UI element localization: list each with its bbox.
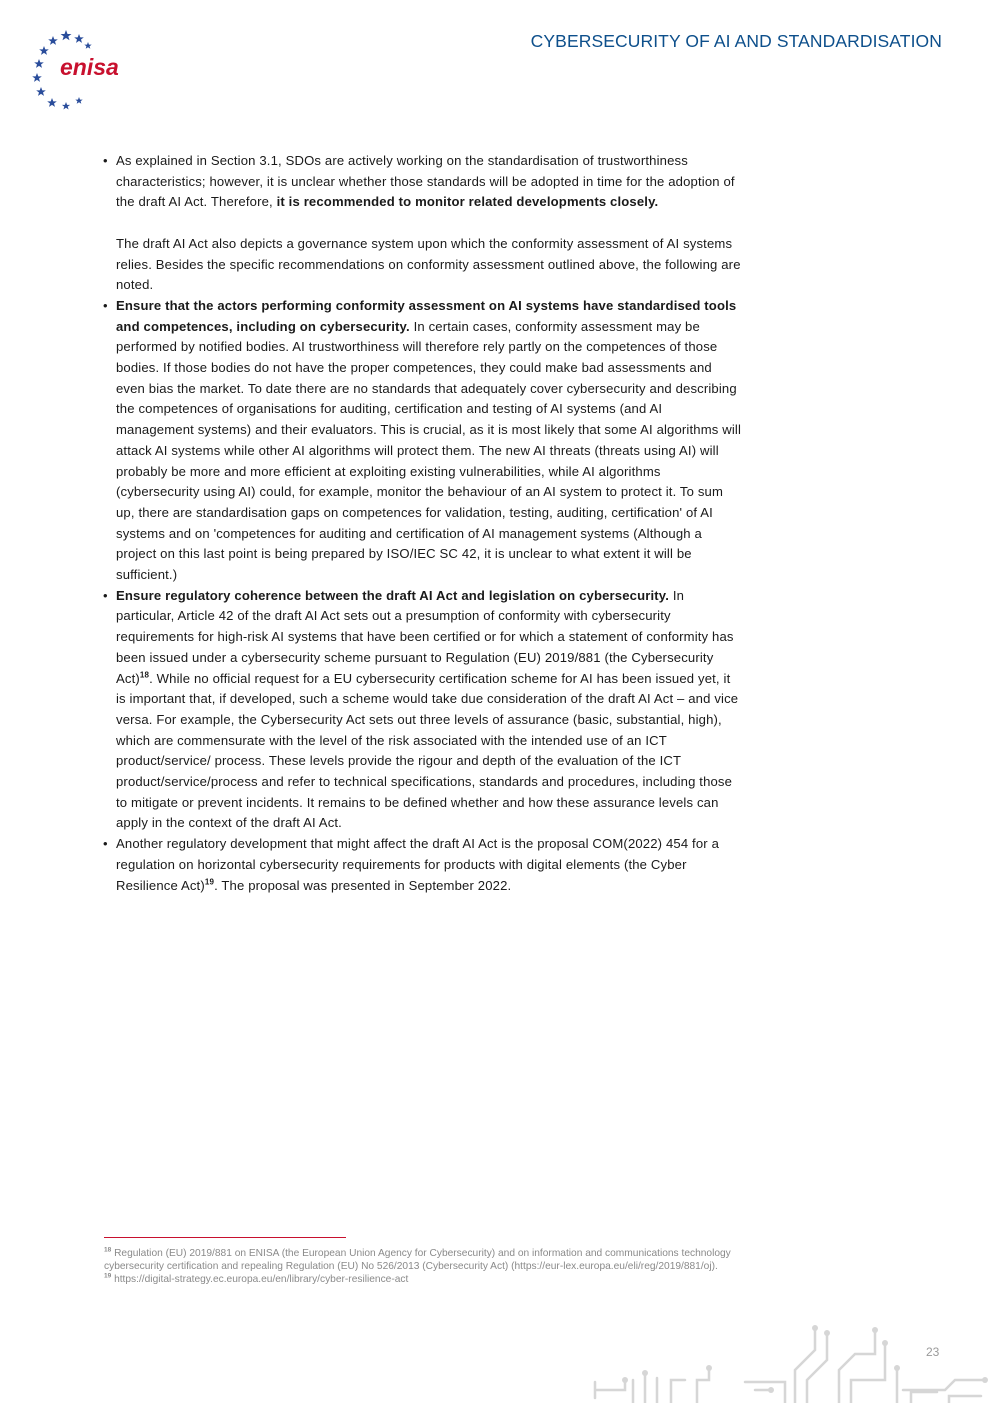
bullet-icon: • bbox=[103, 297, 108, 313]
main-content bbox=[103, 151, 742, 896]
logo-wordmark: enisa bbox=[60, 54, 119, 80]
bullet-icon: • bbox=[103, 836, 108, 852]
footnotes bbox=[104, 1247, 744, 1287]
circuit-decoration-icon bbox=[585, 1320, 992, 1403]
page-number: 23 bbox=[926, 1345, 940, 1359]
list-item: • Ensure regulatory coherence between the draft AI Act and legislation on cybersecurity. In particular, Article 42 of the draft AI Act sets out a presumption of conformity with cybersecurity requirements for high-risk AI systems that have been certified or for which a statement of conformity has been issued under a cybersecurity scheme pursuant to Regulation (EU) 2019/881 (the Cybersecurity Act)$^{18}$. While no official request for a EU cybersecurity certification scheme for AI has been issued yet, it is important that, if developed, such a scheme would take due consideration of the draft AI Act – and vice versa. For example, the Cybersecurity Act sets out three levels of assurance (basic, substantial, high), which are commensurate with the level of the risk associated with the intended use of an ICT product/service/ process. These levels provide the rigour and depth of the evaluation of the ICT product/service/process and refer to technical specifications, standards and procedures, including those to mitigate or prevent incidents. It remains to be defined whether and how these assurance levels can apply in the context of the draft AI Act. bbox=[103, 587, 739, 831]
bullet-icon: • bbox=[103, 153, 108, 168]
footnote-divider bbox=[104, 1237, 346, 1238]
document-title: CYBERSECURITY OF AI AND STANDARDISATION bbox=[530, 31, 942, 51]
intro-paragraph: The draft AI Act also depicts a governance system upon which the conformity assessment of AI systems relies. Besides the specific recommendations on conformity assessment outlined above, the following are noted. bbox=[116, 235, 741, 293]
footnote: $^{18}$ Regulation (EU) 2019/881 on ENISA (the European Union Agency for Cybersecurity) and on information and communications technology cybersecurity certification and repealing Regulation (EU) No 526/2013 (Cybersecurity Act) (https://eur-lex.europa.eu/eli/reg/2019/881/oj). bbox=[104, 1246, 731, 1273]
list-item: • As explained in Section 3.1, SDOs are actively working on the standardisation of trustworthiness characteristics; however, it is unclear whether those standards will be adopted in time for the adoption of the draft AI Act. Therefore, it is recommended to monitor related developments closely. bbox=[103, 153, 735, 210]
footnote-ref[interactable]: 19 bbox=[204, 877, 215, 887]
list-item: • Another regulatory development that might affect the draft AI Act is the proposal COM(2022) 454 for a regulation on horizontal cybersecurity requirements for products with digital elements (the Cyber Resilience Act)$^{19}$. The proposal was presented in September 2022. bbox=[103, 836, 719, 893]
bullet-icon: • bbox=[103, 587, 108, 603]
footnote-ref[interactable]: 18 bbox=[139, 670, 150, 680]
list-item: • Ensure that the actors performing conformity assessment on AI systems have standardised tools and competences, including on cybersecurity. In certain cases, conformity assessment may be performed by notified bodies. AI trustworthiness will therefore rely partly on the competences of those bodies. If those bodies do not have the proper competences, they could make bad assessments and even bias the market. To date there are no standards that adequately cover cybersecurity and describing the competences of organisations for auditing, certification and testing of AI systems (and AI management systems) and their evaluators. This is crucial, as it is most likely that some AI algorithms will attack AI systems while other AI algorithms will protect them. The new AI threats (threats using AI) will probably be more and more efficient at exploiting existing vulnerabilities, while AI algorithms (cybersecurity using AI) could, for example, monitor the behaviour of an AI system to protect it. To sum up, there are standardisation gaps on competences for validation, testing, auditing, certification' of AI systems and on 'competences for auditing and certification of AI management systems (Although a project on this last point is being prepared by ISO/IEC SC 42, it is unclear to what extent it will be sufficient.) bbox=[103, 297, 742, 583]
enisa-logo bbox=[30, 28, 126, 114]
footnote: $^{19}$ https://digital-strategy.ec.europa.eu/en/library/cyber-resilience-act bbox=[104, 1273, 409, 1286]
